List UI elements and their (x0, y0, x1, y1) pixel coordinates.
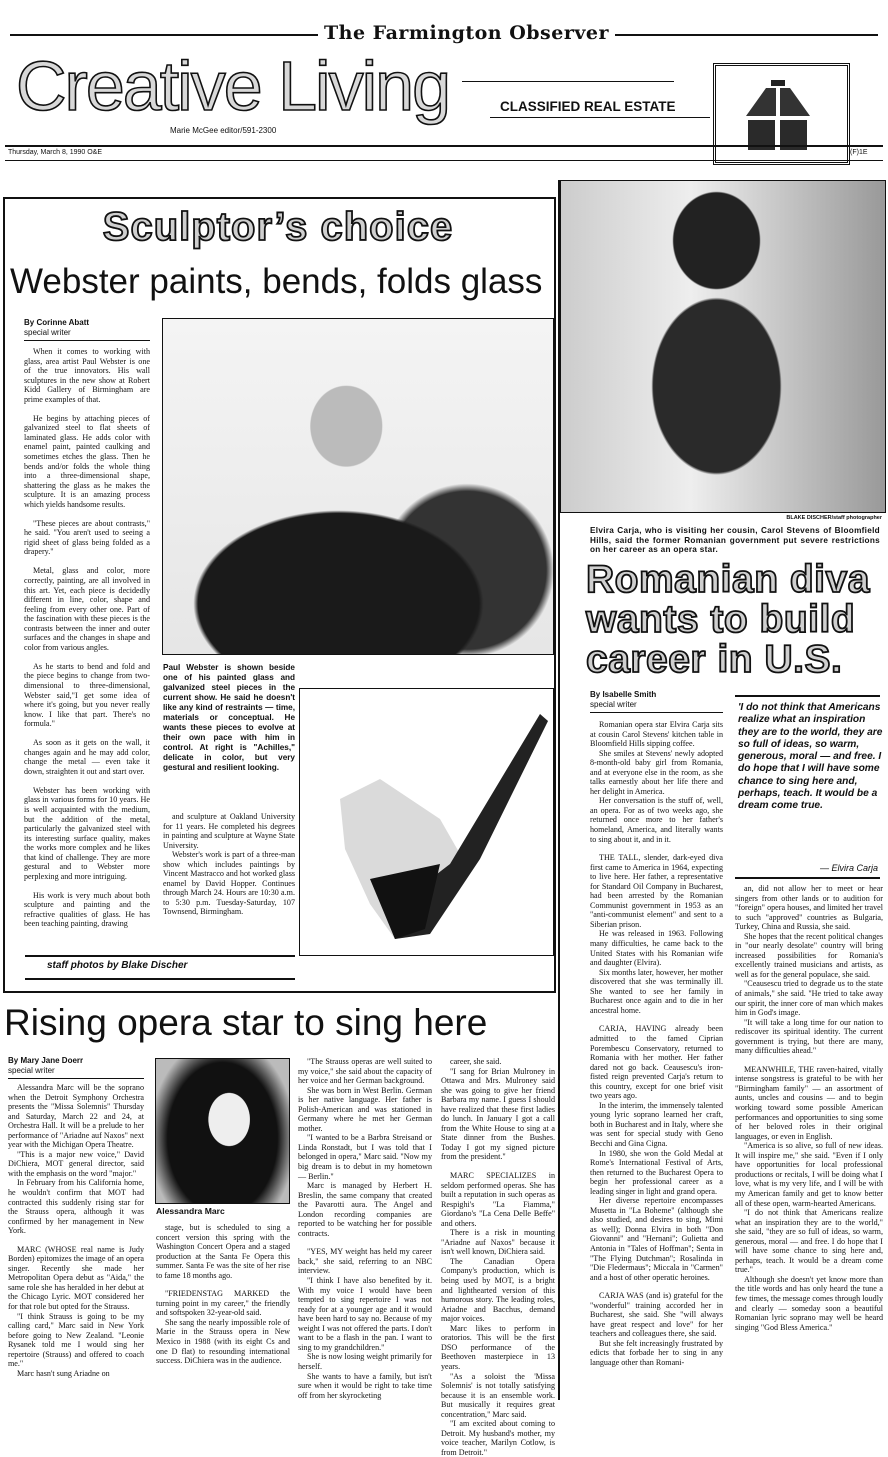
elvira-photo-caption: Elvira Carja, who is visiting her cousin, Carol Stevens of Bloomfield Hills, said the former Romanian government put severe restrictions on her career as an opera star. (590, 526, 880, 555)
paragraph: Her diverse repertoire encompasses Musetta in "La Boheme" (although she also studied, and desires to sing, Mimi as well); Donna Elvira in both "Don Giovanni" and "Hernani"; Gulietta and Antonia in "Tales of Hoffman"; Senta in "The Flying Dutchman"; Rosalinda in "Die Fledermaus"; Miccala in "Carmen" and a host of other operatic heroines. (590, 1196, 723, 1282)
romanian-body-column-1 (590, 720, 723, 1400)
opera-byline (8, 1056, 144, 1079)
page-number: (F)1E (850, 149, 868, 156)
date-rule-bottom (5, 160, 883, 161)
paragraph: Six months later, however, her mother discovered that she was terminally ill. She wanted to see her family in Bucharest once again and to die in her ancestral home. (590, 967, 723, 1015)
paragraph: She sang the nearly impossible role of Marie in the Strauss opera in New Mexico in 1988 (with its eight Cs and one D flat) to resounding international success. DiChiera was in the audience. (156, 1317, 290, 1366)
byline-name: By Corinne Abatt (24, 318, 90, 327)
opera-body-column-3 (298, 1057, 432, 1400)
headline-line: wants to build (586, 598, 856, 641)
paragraph: He was released in 1963. Following many difficulties, he came back to the United States with his Romanian wife and daughter (Elvira). (590, 929, 723, 968)
quote-rule-top (735, 695, 880, 697)
paragraph: As soon as it gets on the wall, it changes again and he may add color, change the metal — even take it down, straighten it out and start over. (24, 738, 150, 776)
byline-name: By Mary Jane Doerr (8, 1056, 84, 1065)
headline-line: career in U.S. (586, 638, 843, 681)
credit-rule-top (25, 955, 295, 957)
paragraph: In the interim, the immensely talented young lyric soprano learned her craft, both in Bucharest and in Italy, where she was sent for special study with Geno Becchi and Gina Cigna. (590, 1100, 723, 1148)
paragraph: "I am excited about coming to Detroit. My husband's mother, my voice teacher, Marilyn Cotlow, is from Detroit." (441, 1419, 555, 1457)
romanian-headline (586, 560, 870, 680)
romanian-body-column-2 (735, 884, 883, 1400)
paragraph: "I think I have also benefited by it. With my voice I would have been tempted to sing repertoire I was not ready for at a younger age and it would have been hard to say no. Because of my weight I was not offered the parts. I don't want to be a flash in the pan. I want to sing to my grandchildren." (298, 1276, 432, 1352)
paragraph: But she felt increasingly frustrated by edicts that forbade her to sing in any language other than Romani- (590, 1338, 723, 1367)
paragraph: an, did not allow her to meet or hear singers from other lands or to audition for "foreign" opera houses, and limited her travel to such "approved" countries as Bulgaria, Turkey, China and Russia, she said. (735, 884, 883, 932)
paragraph: "I think Strauss is going to be my calling card," Marc said in New York before going to New Zealand. "Leonie Rysanek told me I would sing her repertoire (Strauss) and offered to coach me." (8, 1311, 144, 1369)
classified-rule-bottom (490, 117, 710, 118)
paragraph: "As a soloist the 'Missa Solemnis' is not totally satisfying because it is an ensemble work. But musically it requires great concentration," Marc said. (441, 1371, 555, 1419)
elvira-photo-credit: BLAKE DISCHER/staff photographer (786, 515, 882, 521)
paragraph: "The Strauss operas are well suited to my voice," she said about the capacity of her voice and her German background. (298, 1057, 432, 1086)
paragraph: Although she doesn't yet know more than the title words and has only heard the tune a few times, the message comes through loudly and clearly — someday soon a beautiful Romanian lyric soprano may well be heard singing "God Bless America." (735, 1274, 883, 1332)
paragraph: In 1980, she won the Gold Medal at Rome's International Festival of Arts, then returned to the Bucharest Opera to begin her professional career as a leading singer in light and grand opera. (590, 1148, 723, 1196)
paragraph: THE TALL, slender, dark-eyed diva first came to America in 1964, expecting to live here. Her father, a representative for Standard Oil Company in Bucharest, had been arrested by the Romanian Communist government in 1953 as an "anti-communist element" and sent to a Siberian prison. (590, 853, 723, 929)
paragraph: Marc is managed by Herbert H. Breslin, the same company that created the Pavarotti aura. The Angel and London recording companies are reported to be watching her for possible contracts. (298, 1181, 432, 1238)
opera-body-column-4 (441, 1057, 555, 1457)
paragraph: Marc hasn't sung Ariadne on (17, 1368, 110, 1378)
paragraph: "I sang for Brian Mulroney in Ottawa and Mrs. Mulroney said she was going to give her friend Barbara my name. I guess I should have realized that these first ladies do lunch. In January I got a call from the White House to sing at a State dinner from the Bushes. Today I got my signed picture from the president." (441, 1066, 555, 1162)
paragraph: Alessandra Marc will be the soprano when the Detroit Symphony Orchestra presents the "Missa Solemnis" Thursday and Saturday, March 22 and 24, at Orchestra Hall. It will be a prelude to her performance of "Ariadne auf Naxos" next year with the Michigan Opera Theatre. (8, 1083, 144, 1150)
house-logo-icon (713, 63, 850, 165)
paragraph: "This is a major new voice," David DiChiera, MOT general director, said with the emphasis on the word "major." (8, 1149, 144, 1178)
paragraph: There is a risk in mounting "Ariadne auf Naxos" because it isn't well known, DiChiera said. (441, 1228, 555, 1257)
date-rule-top (5, 145, 883, 147)
elvira-carja-photo (560, 180, 886, 513)
paul-webster-photo (162, 318, 554, 655)
credit-rule-bottom (25, 978, 295, 980)
paragraph: "Ceausescu tried to degrade us to the state of animals," she said. "He tried to take away our spirit, the inner core of man which makes him in God's image. (735, 979, 883, 1018)
paragraph: CARJA WAS (and is) grateful for the "wonderful" training accorded her in Bucharest, she said. She "will always have great respect and love" for her teachers and colleagues there, she said. (590, 1291, 723, 1339)
paragraph: "I wanted to be a Barbra Streisand or Linda Ronstadt, but I was told that I belonged in opera," Marc said. "Now my big dream is to debut in my hometown — Berlin." (298, 1133, 432, 1181)
sculptor-kicker: Sculptor’s choice (102, 205, 454, 249)
paragraph: The Canadian Opera Company's production, which is being used by MOT, is a bright and lighthearted version of this humorous story. The leading roles, Ariadne and Bacchus, demand major voices. (441, 1256, 555, 1324)
byline-role: special writer (8, 1065, 55, 1075)
paragraph: "YES, MY weight has held my career back," she said, referring to an NBC interview. (298, 1247, 432, 1276)
webster-photo-caption: Paul Webster is shown beside one of his painted glass and galvanized steel pieces in the current show. He said he doesn't like any kind of restraints — time, materials or conceptual. He wants these pieces to evolve at their own pace with him in control. At right is "Achilles," delicate in color, but very gestural and resilient looking. (163, 663, 295, 772)
paragraph: When it comes to working with glass, area artist Paul Webster is one of the true innovators. His wall sculptures in the new show at Robert Kidd Gallery of Birmingham are prime examples of that. (24, 347, 150, 404)
paragraph: MARC (WHOSE real name is Judy Borden) epitomizes the image of an opera singer. Recently she made her Metropolitan Opera debut as "Aida," the same role she has heralded in her debut at the Chicago Lyric. MOT considered her for that role but opted for the Strauss. (8, 1244, 144, 1312)
paragraph: stage, but is scheduled to sing a concert version this spring with the Washington Concert Opera and a staged production at the Santa Fe Opera this summer. Santa Fe was the site of her rise to fame 18 months ago. (156, 1223, 290, 1280)
paragraph: She smiles at Stevens' newly adopted 8-month-old baby girl from Romania, and at everyone else in the room, as she talks earnestly about her life there and her delight in America. (590, 748, 723, 796)
paragraph: Webster's work is part of a three-man show which includes paintings by Vincent Mastracco and hot worked glass enamel by David Hopper. Continues through March 24. Hours are 10:30 a.m. to 5:30 p.m. Tuesday-Saturday, 107 Townsend, Birmingham. (163, 850, 295, 917)
alessandra-photo-caption: Alessandra Marc (156, 1206, 225, 1216)
paragraph: "It will take a long time for our nation to rediscover its spiritual identity. The current government is trying, but there are many, many difficulties ahead." (735, 1017, 883, 1056)
sculptor-body-continued (163, 812, 295, 937)
paragraph: Marc likes to perform in oratorios. This will be the first DSO performance of the Beethoven masterpiece in 13 years. (441, 1323, 555, 1371)
pull-quote-attribution: — Elvira Carja (819, 863, 878, 873)
opera-headline: Rising opera star to sing here (4, 1002, 488, 1043)
byline-role: special writer (590, 699, 637, 709)
paragraph: He begins by attaching pieces of galvanized steel to flat sheets of laminated glass. He adds color with enamel paint, painted caulking and sometimes etches the glass. Then he bends and/or folds the whole thing into a three-dimensional shape, shattering the glass as he makes the sculpture. It is an amazing process which yields handsome results. (24, 413, 150, 509)
quote-rule-bottom (735, 877, 880, 879)
sculptor-byline (24, 318, 150, 341)
paragraph: Her conversation is the stuff of, well, an opera. For as of two weeks ago, she returned once more to her father's homeland, America, and literally wants to sing about it, and in it. (590, 796, 723, 844)
paragraph: Romanian opera star Elvira Carja sits at cousin Carol Stevens' kitchen table in Bloomfield Hills sipping coffee. (590, 720, 723, 749)
sculptor-headline: Webster paints, bends, folds glass (10, 262, 543, 301)
paragraph: "I do not think that Americans realize what an inspiration they are to the world," she said, "they are so full of ideas, so warm, generous, moral — and free. I do hope that I will have some chance to sing here and, perhaps, teach. It would be a dream come true." (735, 1208, 883, 1275)
opera-body-column-1 (8, 1083, 144, 1401)
sculptor-body-column (24, 347, 150, 937)
paragraph: "These pieces are about contrasts," he said. "You aren't used to seeing a rigid sheet of glass being folded as a drapery." (24, 518, 150, 557)
date-line: Thursday, March 8, 1990 O&E (8, 149, 103, 156)
paragraph: She wants to have a family, but isn't sure when it would be right to take time off from her skyrocketing (298, 1371, 432, 1400)
headline-line: Romanian diva (586, 558, 870, 601)
paragraph: "America is so alive, so full of new ideas. It will inspire me," she said. "Even if I only have opportunities for local professional productions or recitals, I will be doing what I love, what is my very life, and I will be with my American family and get to know better all of these open, warm-hearted Americans. (735, 1141, 883, 1208)
paragraph: She was born in West Berlin. German is her native language. Her father is Polish-American and was stationed in Germany where he met her German mother. (298, 1085, 432, 1133)
paragraph: She hopes that the recent political changes in "our nearly desolate" country will bring increased possibilities for Romania's excellently trained musicians and artists, as well as for the general populace, she said. (735, 931, 883, 979)
paragraph: "FRIEDENSTAG MARKED the turning point in my career," the friendly and softspoken 32-year-old said. (156, 1289, 290, 1318)
paragraph: CARJA, HAVING already been admitted to the famed Ciprian Porembescu Conservatory, returned to Romania with her mother. Her father dared not go back. Ceausescu's iron-fisted reign prevented Carja's return to this country, except for one brief visit two years ago. (590, 1024, 723, 1101)
paragraph: MARC SPECIALIZES in seldom performed operas. She has built a reputation in such operas as Respighi's "La Fiamma," Giordano's "La Cena Delle Beffe" and others. (441, 1171, 555, 1228)
paragraph: Metal, glass and color, more correctly, painting, are all involved in this art. Yet, each piece is decidedly different in line, color, shape and feeling from every other one. Part of the fascination with these pieces is the contrasts between the inner and outer surfaces and the changes in shape and color from various angles. (24, 566, 150, 652)
paragraph: career, she said. (450, 1057, 502, 1066)
byline-name: By Isabelle Smith (590, 690, 657, 699)
pull-quote: 'I do not think that Americans realize what an inspiration they are to the world, they are so full of ideas, so warm, generous, moral — and free. I do hope that I will have some chance to sing here and, perhaps, teach. It would be a dream come true. (738, 702, 883, 812)
romanian-byline (590, 690, 723, 713)
opera-body-column-2 (156, 1223, 290, 1398)
paragraph: As he starts to bend and fold and the piece begins to change from two-dimensional to three-dimensional, Webster said,"I get some idea of where it's going, but you never really know. I like that part. There's no formula." (24, 661, 150, 729)
editor-line: Marie McGee editor/591-2300 (170, 126, 277, 135)
classified-label[interactable]: CLASSIFIED REAL ESTATE (500, 99, 676, 114)
achilles-glass-sculpture-photo (299, 688, 554, 956)
classified-rule-top (462, 81, 674, 82)
paragraph: Webster has been working with glass in various forms for 10 years. He is well acquainted with the medium, but the addition of the metal, particularly the galvanized steel with its interesting surface quality, makes the works more complex and he likes that kind of challenge. They are more gestural and to Webster more perplexing and more intriguing. (24, 785, 150, 881)
paragraph: In February from his California home, he wouldn't confirm that MOT had contracted this suddenly rising star for the Strauss opera, although it was confirmed by her management in New York. (8, 1178, 144, 1236)
column-divider (558, 180, 560, 1400)
paper-name: The Farmington Observer (318, 22, 615, 44)
paragraph: MEANWHILE, THE raven-haired, vitally intense songstress is grateful to be with her "Birmingham family" — an assortment of aunts, uncles and cousins — and to begin working toward some possible American performances and opportunities to sing some of her beloved roles in their original languages, or even in English. (735, 1064, 883, 1141)
paragraph: His work is very much about both sculpture and painting and the refractive qualities of glass. He has been teaching painting, drawing (24, 890, 150, 929)
alessandra-marc-photo (155, 1058, 290, 1204)
staff-photo-credit: staff photos by Blake Discher (47, 960, 188, 971)
byline-role: special writer (24, 327, 71, 337)
paragraph: She is now losing weight primarily for herself. (298, 1352, 432, 1371)
paragraph: and sculpture at Oakland University for 11 years. He completed his degrees in painting and sculpture at Wayne State University. (163, 812, 295, 850)
section-title: Creative Living (16, 47, 449, 125)
